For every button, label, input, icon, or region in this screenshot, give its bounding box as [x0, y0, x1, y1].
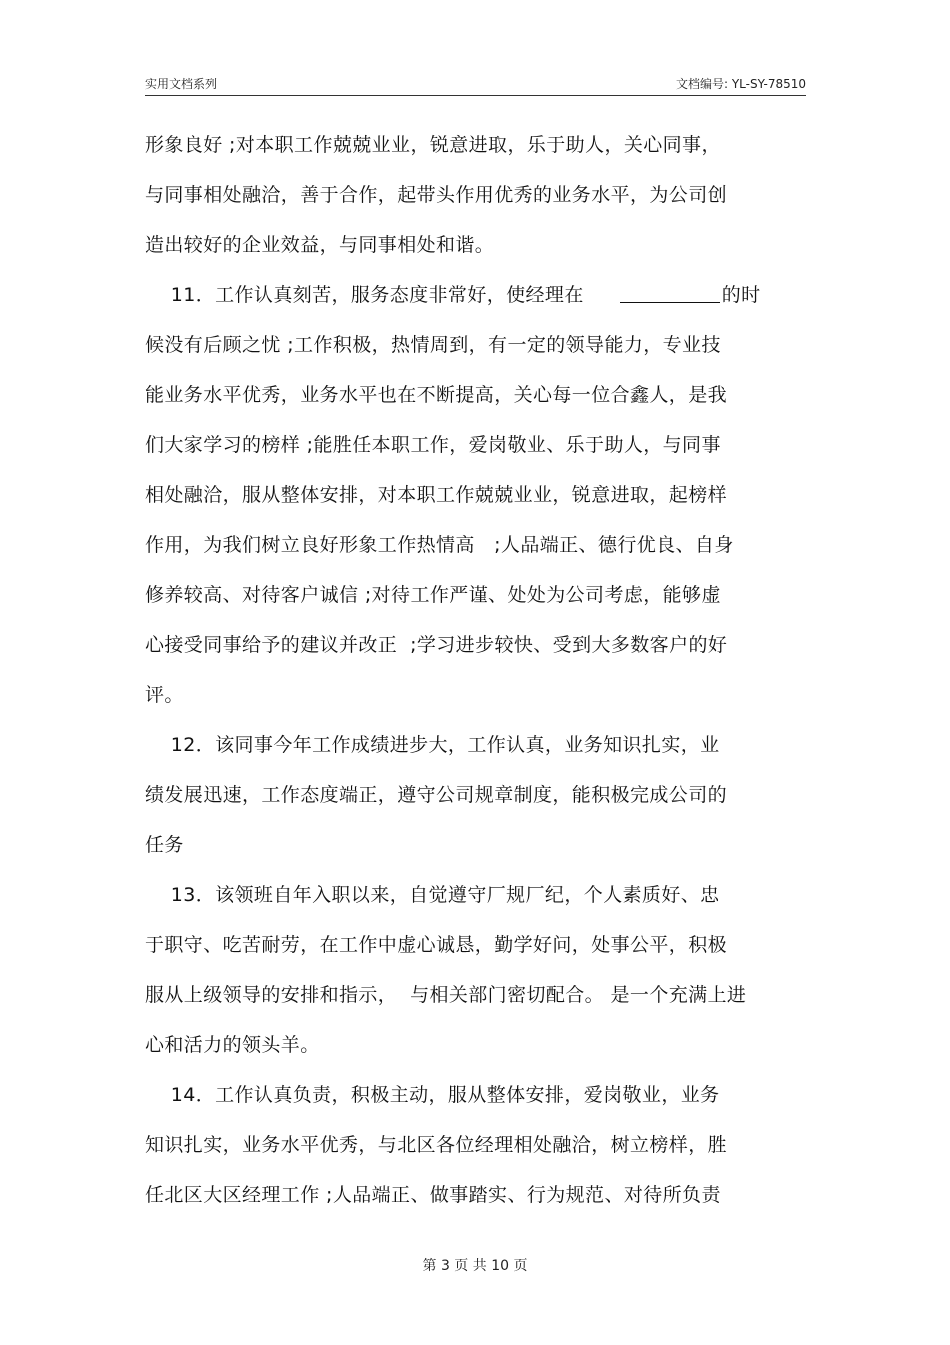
body-line: 任务 — [145, 834, 184, 856]
document-number: 文档编号: YL-SY-78510 — [675, 77, 806, 91]
body-line: 能业务水平优秀，业务水平也在不断提高，关心每一位合鑫人，是我 — [145, 384, 728, 406]
body-line: 们大家学习的榜样 ;能胜任本职工作，爱岗敬业、乐于助人，与同事 — [145, 434, 721, 456]
body-line: 候没有后顾之忧 ;工作积极，热情周到，有一定的领导能力，专业技 — [145, 334, 721, 356]
body-line: 服从上级领导的安排和指示， 与相关部门密切配合。 是一个充满上进 — [145, 984, 747, 1006]
body-line-item-12: 12．该同事今年工作成绩进步大，工作认真，业务知识扎实，业 — [145, 734, 720, 756]
header-rule — [145, 95, 806, 96]
body-line-item-14: 14．工作认真负责，积极主动，服从整体安排，爱岗敬业，业务 — [145, 1084, 720, 1106]
body-line: 于职守、吃苦耐劳，在工作中虚心诚恳，勤学好问，处事公平，积极 — [145, 934, 728, 956]
item-11-tail: 的时 — [721, 284, 761, 306]
body-line: 修养较高、对待客户诚信 ;对待工作严谨、处处为公司考虑，能够虚 — [145, 584, 721, 606]
body-line: 评。 — [145, 684, 184, 706]
body-line: 作用，为我们树立良好形象工作热情高 ;人品端正、德行优良、自身 — [145, 534, 734, 556]
body-line: 心接受同事给予的建议并改正 ;学习进步较快、受到大多数客户的好 — [145, 634, 728, 656]
body-line: 任北区大区经理工作 ;人品端正、做事踏实、行为规范、对待所负责 — [145, 1184, 721, 1206]
series-title: 实用文档系列 — [145, 77, 218, 91]
page-header — [145, 73, 806, 95]
body-line: 形象良好 ;对本职工作兢兢业业，锐意进取，乐于助人，关心同事， — [145, 134, 721, 156]
page-number: 第 3 页 共 10 页 — [422, 1258, 528, 1274]
body-line: 绩发展迅速，工作态度端正，遵守公司规章制度，能积极完成公司的 — [145, 784, 728, 806]
fill-in-blank — [620, 284, 720, 303]
item-11-text: 11．工作认真刻苦，服务态度非常好，使经理在 — [145, 284, 584, 306]
body-line-item-13: 13．该领班自年入职以来，自觉遵守厂规厂纪，个人素质好、忠 — [145, 884, 720, 906]
body-line-item-11 — [145, 284, 761, 306]
body-line: 造出较好的企业效益，与同事相处和谐。 — [145, 234, 495, 256]
body-line: 相处融洽，服从整体安排，对本职工作兢兢业业，锐意进取，起榜样 — [145, 484, 728, 506]
body-line: 与同事相处融洽，善于合作，起带头作用优秀的业务水平，为公司创 — [145, 184, 728, 206]
body-line: 心和活力的领头羊。 — [145, 1034, 320, 1056]
body-line: 知识扎实，业务水平优秀，与北区各位经理相处融洽，树立榜样，胜 — [145, 1134, 728, 1156]
